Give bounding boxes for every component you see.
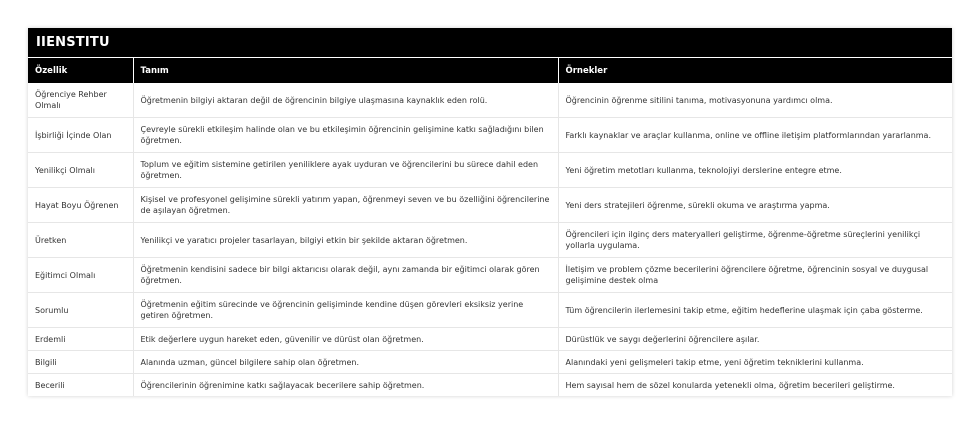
cell-feature: Yenilikçi Olmalı xyxy=(28,153,133,188)
brand-logo-text: IIENSTITU xyxy=(36,35,110,50)
cell-example: Tüm öğrencilerin ilerlemesini takip etme, eğitim hedeflerine ulaşmak için çaba gösterme. xyxy=(558,293,952,328)
cell-feature: Erdemli xyxy=(28,328,133,351)
cell-feature: Eğitimci Olmalı xyxy=(28,258,133,293)
table-row xyxy=(28,83,952,118)
column-header-examples: Örnekler xyxy=(558,58,952,84)
cell-definition: Yenilikçi ve yaratıcı projeler tasarlayan, bilgiyi etkin bir şekilde aktaran öğretmen. xyxy=(133,223,558,258)
cell-feature: Bilgili xyxy=(28,351,133,374)
cell-feature: İşbirliği İçinde Olan xyxy=(28,118,133,153)
cell-definition: Etik değerlere uygun hareket eden, güvenilir ve dürüst olan öğretmen. xyxy=(133,328,558,351)
cell-definition: Öğrencilerinin öğrenimine katkı sağlayacak becerilere sahip öğretmen. xyxy=(133,374,558,397)
cell-example: Hem sayısal hem de sözel konularda yetenekli olma, öğretim becerileri geliştirme. xyxy=(565,380,895,390)
cell-example: İletişim ve problem çözme becerilerini öğrencilere öğretme, öğrencinin sosyal ve duygusal gelişimine destek olma xyxy=(558,258,952,293)
traits-table xyxy=(28,57,952,396)
table-body xyxy=(28,83,952,396)
cell-feature: Üretken xyxy=(28,223,133,258)
table-row xyxy=(28,293,952,328)
table-card xyxy=(28,28,952,396)
cell-feature: Sorumlu xyxy=(28,293,133,328)
cell-example: Dürüstlük ve saygı değerlerini öğrencilere aşılar. xyxy=(558,328,952,351)
brand-header xyxy=(28,28,952,57)
cell-definition: Öğretmenin eğitim sürecinde ve öğrencinin gelişiminde kendine düşen görevleri eksiksiz yerine getiren öğretmen. xyxy=(133,293,558,328)
column-header-feature: Özellik xyxy=(28,58,133,84)
table-row xyxy=(28,223,952,258)
table-row xyxy=(28,258,952,293)
column-header-definition: Tanım xyxy=(133,58,558,84)
table-row xyxy=(28,351,952,374)
cell-definition: Çevreyle sürekli etkileşim halinde olan ve bu etkileşimin öğrencinin gelişimine katkı sağladığını bilen öğretmen. xyxy=(133,118,558,153)
cell-example: Öğrencileri için ilginç ders materyalleri geliştirme, öğrenme-öğretme süreçlerini yenilikçi yollarla uygulama. xyxy=(558,223,952,258)
cell-example: Yeni öğretim metotları kullanma, teknolojiyi derslerine entegre etme. xyxy=(558,153,952,188)
cell-example: Yeni ders stratejileri öğrenme, sürekli okuma ve araştırma yapma. xyxy=(558,188,952,223)
cell-feature: Hayat Boyu Öğrenen xyxy=(28,188,133,223)
cell-example: Farklı kaynaklar ve araçlar kullanma, online ve offline iletişim platformlarından yararlanma. xyxy=(558,118,952,153)
cell-feature: Öğrenciye Rehber Olmalı xyxy=(28,83,133,118)
table-row xyxy=(28,118,952,153)
cell-feature: Becerili xyxy=(28,374,133,397)
table-row xyxy=(28,188,952,223)
table-header xyxy=(28,58,952,84)
cell-definition: Öğretmenin kendisini sadece bir bilgi aktarıcısı olarak değil, aynı zamanda bir eğitimci olarak gören öğretmen. xyxy=(133,258,558,293)
cell-definition: Alanında uzman, güncel bilgilere sahip olan öğretmen. xyxy=(133,351,558,374)
header-row xyxy=(28,58,952,84)
cell-definition: Kişisel ve profesyonel gelişimine sürekli yatırım yapan, öğrenmeyi seven ve bu özelliğini öğrencilerine de aşılayan öğretmen. xyxy=(133,188,558,223)
cell-example: Alanındaki yeni gelişmeleri takip etme, yeni öğretim tekniklerini kullanma. xyxy=(558,351,952,374)
cell-definition: Öğretmenin bilgiyi aktaran değil de öğrencinin bilgiye ulaşmasına kaynaklık eden rolü. xyxy=(133,83,558,118)
cell-definition: Toplum ve eğitim sistemine getirilen yeniliklere ayak uyduran ve öğrencilerini bu sürece dahil eden öğretmen. xyxy=(133,153,558,188)
table-row xyxy=(28,328,952,351)
table-row xyxy=(28,153,952,188)
table-row xyxy=(28,374,952,397)
cell-example: Öğrencinin öğrenme sitilini tanıma, motivasyonuna yardımcı olma. xyxy=(558,83,952,118)
